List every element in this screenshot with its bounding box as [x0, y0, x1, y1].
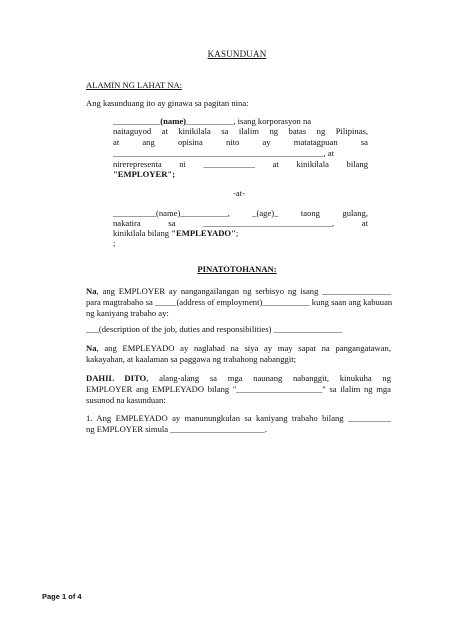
section1-line-3: ng kaniyang trabaho ay: [86, 308, 169, 318]
employee-line-2: nakatira sa ______________________________, at [113, 218, 368, 228]
employer-line-2: naitaguyod at kinikilala sa ilalim ng batas ng Pilipinas, [113, 126, 368, 136]
employer-line-1-rest: ___________, isang korporasyon na [186, 116, 312, 126]
employee-line-3-pre: kinikilala bilang [113, 228, 172, 238]
clause-1-line-1: 1. Ang EMPLEYADO ay manunungkulan sa kaniyang trabaho bilang __________ [86, 413, 391, 423]
alamin-heading: ALAMIN NG LAHAT NA: [86, 80, 183, 90]
section3-line-2: kakayahan, at kaalaman sa paggawa ng trabahong nabanggit; [86, 354, 296, 364]
employee-line-3-post: ; [235, 228, 239, 238]
section1-line-1 [86, 286, 391, 297]
section1-na: Na [86, 286, 97, 296]
intro-line: Ang kasunduang ito ay ginawa sa pagitan nina: [86, 98, 249, 108]
employer-label: "EMPLOYER"; [113, 169, 176, 179]
employee-line-1: __________(name)___________, _(age)_ taong gulang, [113, 208, 368, 218]
employer-line-4: _________________________________________________, at [113, 148, 335, 158]
employer-name-label: (name) [160, 116, 187, 126]
section3-line-1-rest: , ang EMPLEYADO ay naglahad na siya ay may sapat na pangangatawan, [96, 343, 391, 353]
page-footer: Page 1 of 4 [42, 592, 82, 601]
employer-line-5: nirerepresenta ni ____________ at kinikilala bilang [113, 159, 368, 169]
section4-line-3: susunod na kasunduan: [86, 395, 166, 405]
section1-line-1-rest: , ang EMPLOYER ay nangangailangan ng serbisyo ng isang ________________ [96, 286, 391, 296]
employee-line-3 [113, 228, 238, 239]
section3-na: Na [86, 343, 97, 353]
pinatotohanan-heading: PINATOTOHANAN: [197, 264, 277, 274]
section4-line-1-rest: , alang-alang sa mga naunang nabanggit, kinukuha ng [146, 373, 391, 383]
employee-line-4: ; [113, 238, 116, 248]
document-title: KASUNDUAN [207, 49, 267, 59]
clause-1-line-2: ng EMPLOYER simula ______________________. [86, 424, 267, 434]
section3-line-1 [86, 343, 391, 354]
employee-label: "EMPLEYADO" [171, 228, 236, 238]
job-description-line: ___(description of the job, duties and responsibilities) ________________ [86, 324, 343, 334]
dahil-dito: DAHIL DITO [86, 373, 147, 383]
employer-line-3: at ang opisina nito ay matatagpuan sa [113, 137, 368, 147]
employer-name-blank-pre: ___________ [113, 116, 161, 126]
at-separator: -at- [233, 188, 245, 198]
section4-line-2: EMPLOYER ang EMPLEYADO bilang "____________________" sa ilalim ng mga [86, 384, 391, 394]
section1-line-2: para magtrabaho sa _____(address of employment)___________ kung saan ang kabuuan [86, 297, 393, 307]
section4-line-1 [86, 373, 391, 384]
